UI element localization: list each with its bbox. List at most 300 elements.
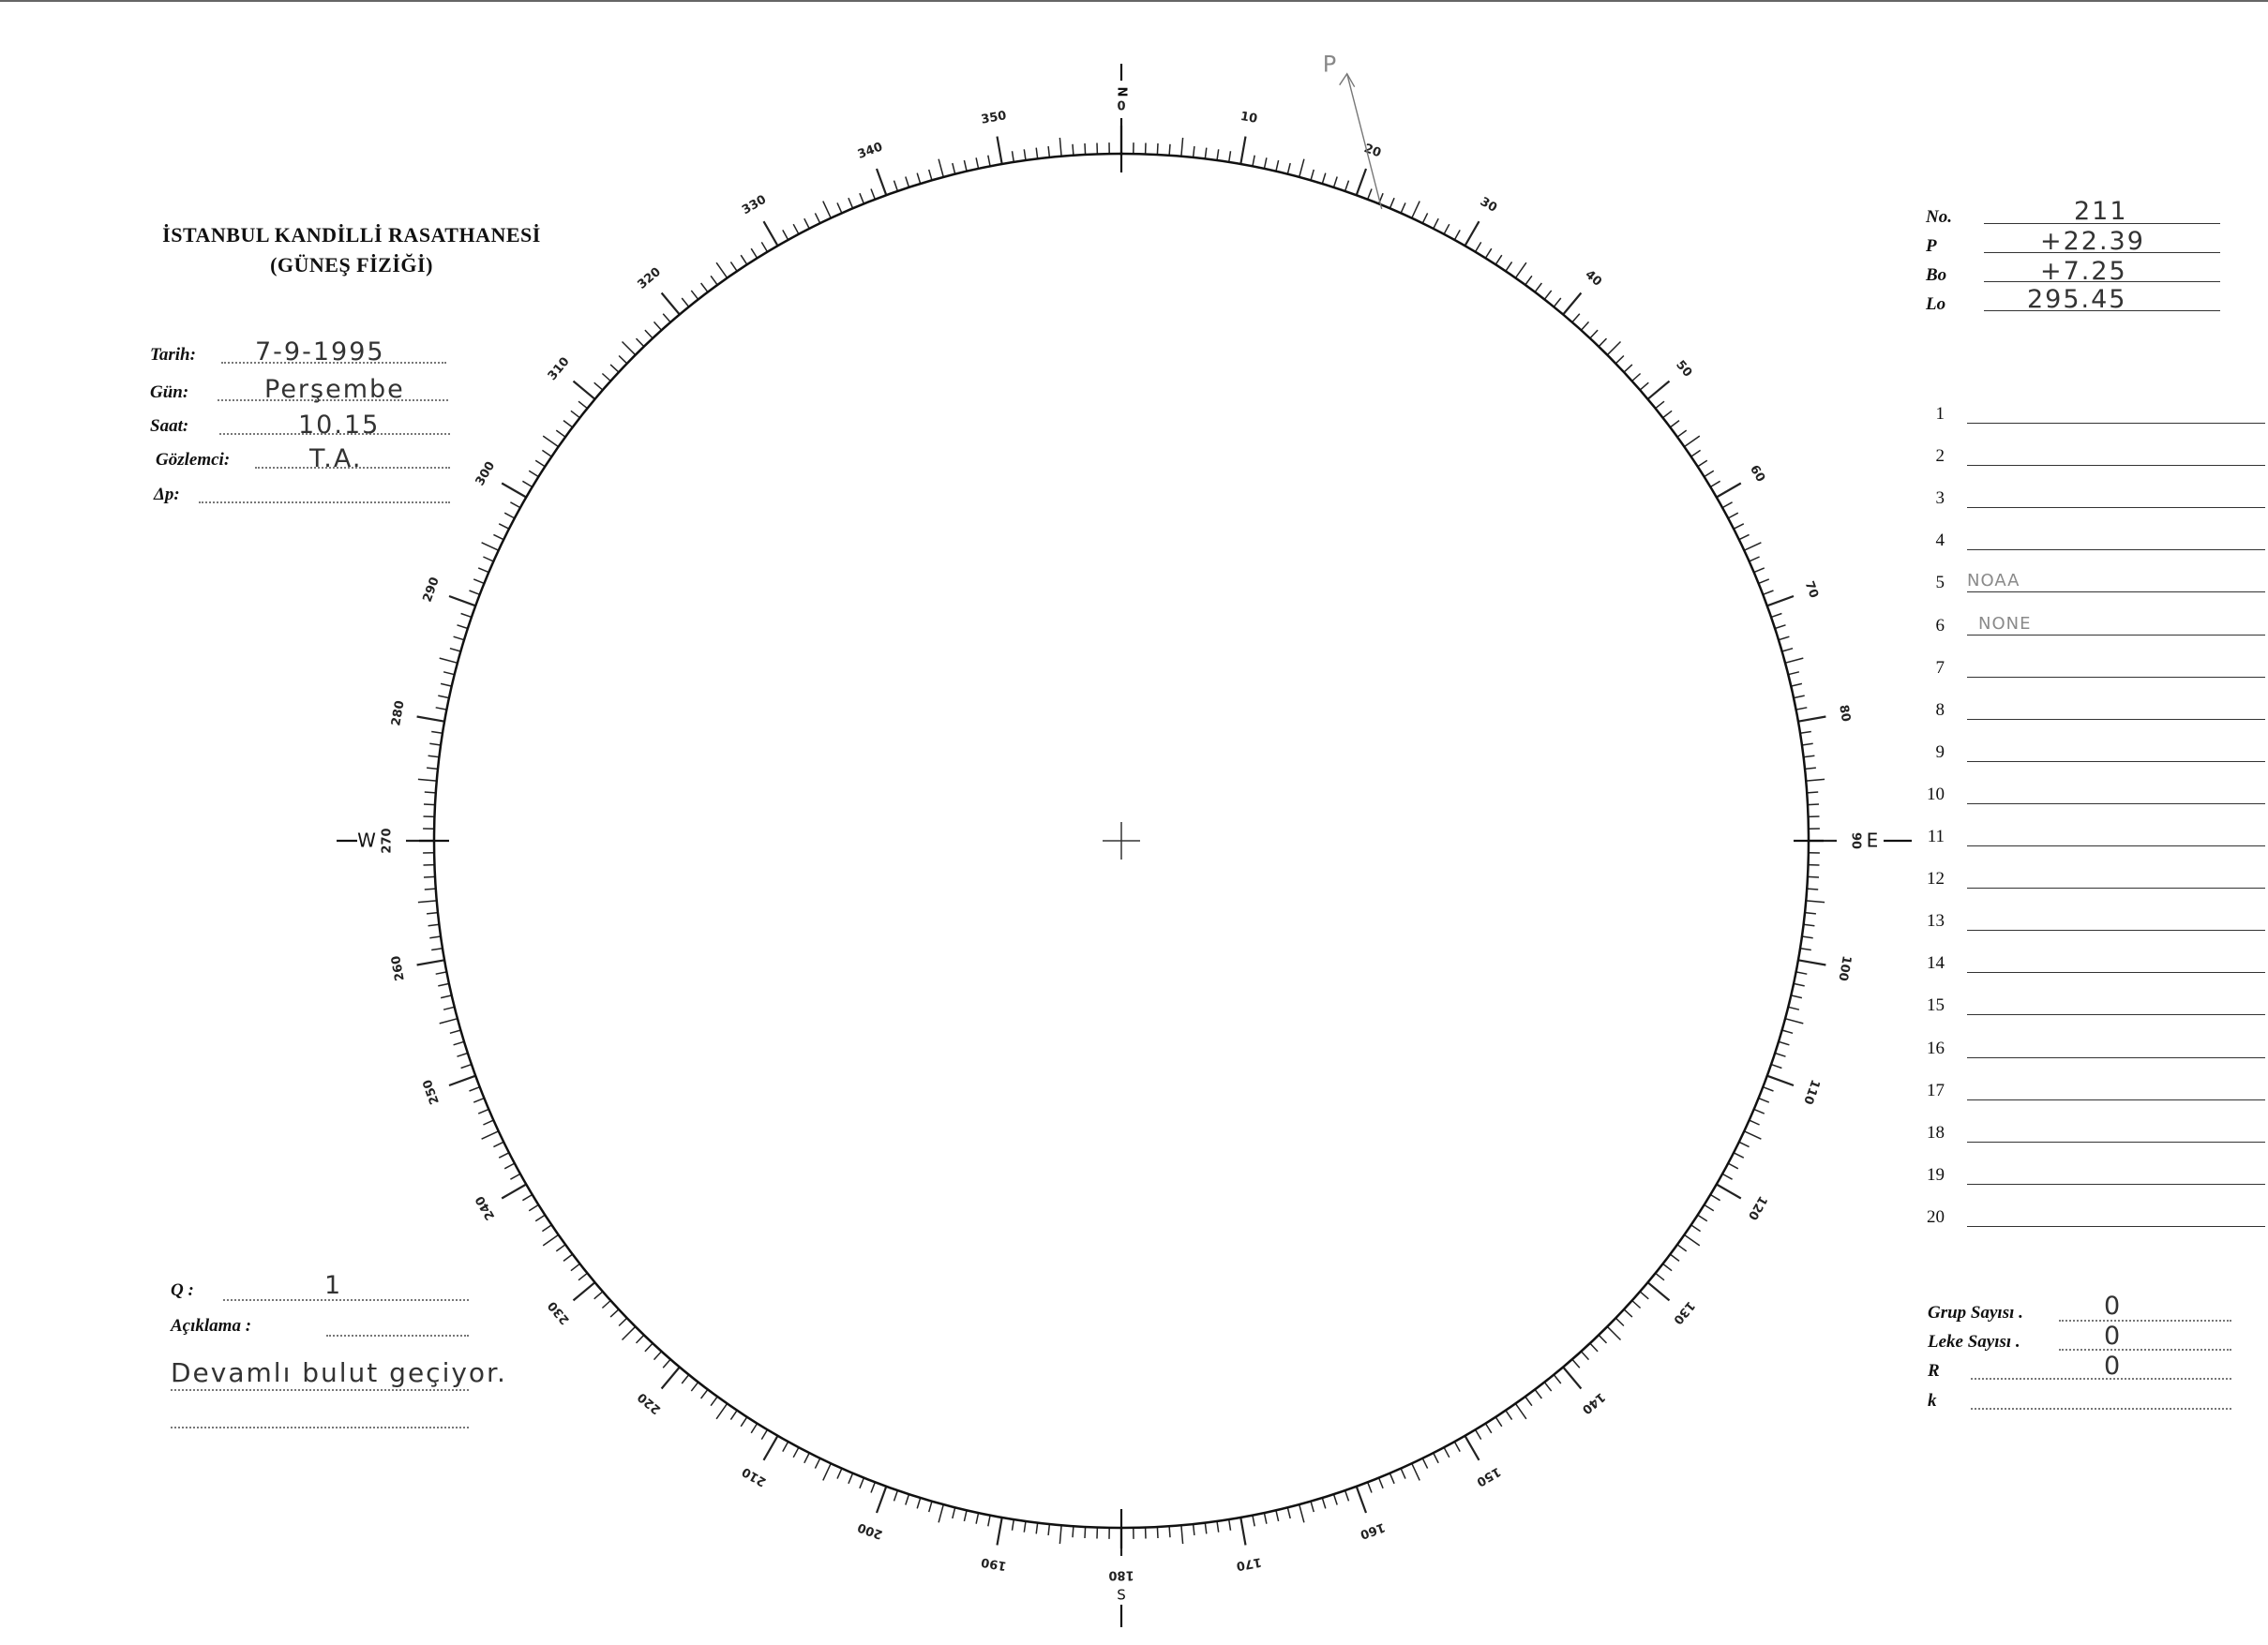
- degree-tick: [522, 481, 532, 486]
- degree-label: 30: [1477, 194, 1500, 216]
- degree-label: 270: [380, 828, 395, 854]
- degree-tick: [431, 732, 443, 734]
- pole-label: P: [1322, 51, 1337, 78]
- degree-label: 220: [635, 1389, 664, 1417]
- degree-tick: [1754, 568, 1765, 573]
- degree-tick: [1205, 148, 1207, 159]
- degree-tick: [1181, 1525, 1183, 1544]
- degree-tick: [1648, 381, 1670, 399]
- degree-tick: [1013, 1519, 1014, 1531]
- degree-tick: [1804, 755, 1815, 757]
- degree-tick: [1771, 614, 1781, 618]
- degree-tick: [691, 1383, 698, 1392]
- degree-tick: [418, 901, 437, 903]
- degree-tick: [602, 1301, 610, 1309]
- degree-tick: [1217, 149, 1219, 160]
- degree-tick: [1485, 1424, 1491, 1433]
- degree-tick: [1253, 1516, 1254, 1527]
- degree-tick: [663, 314, 670, 322]
- degree-tick: [1036, 1523, 1038, 1534]
- degree-tick: [1422, 1458, 1427, 1469]
- degree-tick: [493, 534, 503, 539]
- degree-label: 320: [635, 264, 664, 292]
- degree-tick: [427, 913, 438, 914]
- degree-tick: [1691, 450, 1701, 456]
- degree-tick: [761, 242, 767, 251]
- degree-tick: [1554, 1375, 1561, 1383]
- spot-row-number: 18: [1927, 1122, 1945, 1143]
- degree-tick: [663, 1359, 670, 1368]
- degree-tick: [1334, 1494, 1338, 1504]
- degree-tick: [1710, 1195, 1720, 1201]
- degree-tick: [645, 1343, 653, 1352]
- degree-tick: [1739, 1142, 1750, 1146]
- grup-sayisi-value: 0: [2104, 1292, 2123, 1321]
- degree-tick: [1775, 1054, 1785, 1057]
- degree-tick: [425, 792, 436, 793]
- degree-tick: [953, 163, 955, 174]
- degree-tick: [1759, 579, 1769, 584]
- degree-label: 110: [1800, 1077, 1823, 1107]
- no-value: 211: [2074, 197, 2128, 226]
- degree-tick: [871, 1482, 875, 1492]
- degree-tick: [1554, 298, 1561, 307]
- degree-tick: [1454, 230, 1460, 240]
- degree-tick: [1763, 591, 1773, 594]
- degree-tick: [1632, 374, 1641, 381]
- degree-tick: [441, 995, 452, 998]
- degree-tick: [1299, 159, 1304, 177]
- degree-tick: [1607, 342, 1620, 355]
- degree-tick: [1465, 221, 1479, 246]
- institution-title: İSTANBUL KANDİLLİ RASATHANESİ: [162, 223, 541, 247]
- compass-axes: [337, 64, 1912, 1627]
- degree-tick: [1648, 1282, 1670, 1300]
- degree-tick: [1476, 1429, 1481, 1439]
- spot-row-number: 7: [1935, 657, 1945, 678]
- spot-row-number: 13: [1927, 911, 1945, 932]
- degree-tick: [1073, 1526, 1074, 1537]
- degree-tick: [1785, 658, 1803, 663]
- degree-tick: [953, 1507, 955, 1518]
- degree-tick: [563, 1254, 573, 1261]
- degree-tick: [1024, 149, 1026, 160]
- degree-tick: [1782, 1030, 1794, 1033]
- degree-tick: [542, 1225, 551, 1232]
- degree-tick: [571, 1264, 580, 1270]
- degree-tick: [623, 342, 636, 355]
- degree-tick: [1357, 1487, 1366, 1513]
- degree-tick: [1073, 144, 1074, 156]
- degree-tick: [1722, 1174, 1733, 1179]
- degree-tick: [417, 717, 445, 722]
- pole-arrow: [1323, 52, 1382, 209]
- degree-tick: [1506, 1411, 1512, 1420]
- degree-tick: [1169, 144, 1170, 156]
- degree-tick: [823, 202, 831, 218]
- degree-tick: [823, 1463, 831, 1480]
- degree-tick: [1036, 148, 1038, 159]
- degree-tick: [741, 255, 747, 264]
- degree-tick: [454, 636, 464, 640]
- degree-tick: [1794, 983, 1805, 986]
- degree-tick: [1640, 1292, 1648, 1299]
- spot-row-number: 1: [1935, 404, 1945, 424]
- spot-row-number: 2: [1935, 446, 1945, 467]
- degree-tick: [1379, 1478, 1384, 1488]
- degree-tick: [1264, 1513, 1267, 1524]
- spot-row-number: 5: [1935, 573, 1945, 593]
- degree-tick: [1771, 1065, 1781, 1069]
- degree-tick: [1615, 1318, 1624, 1325]
- degree-tick: [1656, 401, 1664, 409]
- degree-tick: [441, 683, 452, 686]
- gun-value: Perşembe: [264, 375, 405, 404]
- spot-row-number: 12: [1927, 869, 1945, 890]
- degree-tick: [1767, 1076, 1794, 1085]
- degree-label: 120: [1744, 1192, 1770, 1223]
- degree-tick: [443, 1007, 455, 1009]
- degree-label: 190: [980, 1554, 1008, 1573]
- degree-tick: [711, 276, 717, 285]
- degree-tick: [1535, 1389, 1541, 1398]
- grup-sayisi-label: Grup Sayısı .: [1928, 1303, 2023, 1323]
- degree-tick: [1157, 143, 1158, 155]
- degree-tick: [1717, 484, 1741, 498]
- degree-tick: [1412, 202, 1419, 218]
- degree-tick: [793, 1447, 799, 1458]
- degree-label: 100: [1835, 954, 1854, 982]
- degree-tick: [522, 1195, 532, 1201]
- degree-tick: [542, 450, 551, 456]
- degree-tick: [1582, 1352, 1589, 1360]
- degree-tick: [1525, 1397, 1532, 1406]
- degree-tick: [1767, 596, 1794, 606]
- degree-label: 40: [1582, 267, 1605, 290]
- degree-tick: [1059, 138, 1061, 157]
- degree-tick: [1476, 242, 1481, 251]
- degree-tick: [1759, 1099, 1769, 1103]
- degree-tick: [1670, 421, 1679, 427]
- degree-tick: [1572, 314, 1580, 322]
- p-value: +22.39: [2040, 227, 2145, 256]
- degree-tick: [499, 1153, 509, 1158]
- degree-tick: [1739, 534, 1750, 539]
- degree-tick: [602, 374, 610, 381]
- gun-label: Gün:: [150, 382, 189, 402]
- degree-label: 170: [1235, 1554, 1263, 1573]
- degree-tick: [1805, 913, 1816, 914]
- degree-tick: [556, 430, 565, 437]
- degree-tick: [1368, 189, 1372, 200]
- spot-row-number: 14: [1927, 953, 1945, 974]
- degree-label: 50: [1673, 357, 1695, 381]
- degree-tick: [1750, 1120, 1760, 1125]
- degree-tick: [470, 1087, 480, 1091]
- degree-tick: [764, 221, 778, 246]
- degree-tick: [730, 262, 737, 271]
- degree-tick: [860, 1478, 864, 1488]
- degree-tick: [417, 960, 445, 965]
- saat-value: 10.15: [298, 411, 381, 440]
- degree-tick: [849, 1473, 853, 1484]
- degree-tick: [783, 230, 789, 240]
- degree-tick: [751, 248, 757, 258]
- degree-tick: [510, 502, 520, 508]
- degree-tick: [594, 382, 603, 390]
- degree-tick: [493, 1142, 503, 1146]
- degree-tick: [1024, 1521, 1026, 1533]
- degree-tick: [1782, 649, 1794, 651]
- degree-tick: [1750, 557, 1760, 561]
- degree-label: 250: [420, 1077, 443, 1107]
- degree-tick: [436, 708, 447, 710]
- degree-label: 310: [545, 354, 573, 383]
- degree-tick: [1807, 889, 1818, 890]
- degree-tick: [1169, 1526, 1170, 1537]
- gozlemci-label: Gözlemci:: [156, 450, 231, 470]
- degree-tick: [1572, 1359, 1580, 1368]
- degree-tick: [998, 137, 1002, 165]
- degree-tick: [431, 949, 443, 950]
- q-value: 1: [324, 1271, 343, 1300]
- degree-tick: [440, 1019, 458, 1024]
- degree-tick: [478, 568, 488, 573]
- degree-tick: [429, 743, 441, 745]
- degree-tick: [849, 198, 853, 208]
- delta-p-label: Δp:: [154, 485, 180, 504]
- degree-tick: [1788, 672, 1799, 675]
- degree-tick: [482, 1131, 499, 1139]
- degree-tick: [1357, 169, 1366, 195]
- degree-tick: [502, 1185, 526, 1199]
- degree-tick: [483, 557, 493, 561]
- spot-row-number: 3: [1935, 488, 1945, 509]
- degree-label: 90: [1848, 831, 1863, 850]
- degree-tick: [1085, 1527, 1086, 1538]
- degree-tick: [1465, 1436, 1479, 1460]
- degree-tick: [1624, 365, 1632, 372]
- spot-row-value: NONE: [1978, 613, 2032, 634]
- leke-sayisi-label: Leke Sayısı .: [1928, 1332, 2020, 1352]
- degree-tick: [449, 1076, 475, 1085]
- degree-tick: [1322, 1498, 1326, 1508]
- degree-tick: [815, 213, 819, 223]
- degree-label: 10: [1239, 109, 1259, 127]
- degree-label: 330: [739, 192, 770, 218]
- degree-tick: [1734, 524, 1744, 529]
- degree-tick: [716, 1403, 728, 1418]
- degree-tick: [1412, 1463, 1419, 1480]
- spot-row-number: 19: [1927, 1164, 1945, 1185]
- degree-label: 180: [1108, 1567, 1134, 1582]
- degree-label: 290: [420, 575, 443, 605]
- degree-label: 60: [1747, 462, 1768, 486]
- degree-tick: [1544, 1383, 1551, 1392]
- lo-value: 295.45: [2027, 285, 2127, 314]
- degree-tick: [1615, 356, 1624, 364]
- degree-tick: [1495, 255, 1502, 264]
- degree-tick: [623, 1326, 636, 1339]
- degree-tick: [543, 436, 558, 447]
- degree-tick: [1754, 1109, 1765, 1114]
- degree-tick: [764, 1436, 778, 1460]
- bo-value: +7.25: [2040, 257, 2127, 286]
- degree-tick: [428, 755, 440, 757]
- spot-row-number: 20: [1927, 1206, 1945, 1227]
- degree-tick: [1656, 1273, 1664, 1280]
- degree-tick: [1717, 1185, 1741, 1199]
- degree-tick: [929, 170, 932, 181]
- degree-tick: [610, 365, 619, 372]
- degree-tick: [461, 1065, 472, 1069]
- degree-tick: [1802, 936, 1813, 938]
- aciklama-text: Devamlı bulut geçiyor.: [171, 1357, 507, 1388]
- degree-tick: [691, 291, 698, 300]
- degree-label: 240: [473, 1192, 499, 1223]
- degree-tick: [1515, 1403, 1526, 1418]
- spot-row-number: 6: [1935, 615, 1945, 636]
- q-label: Q :: [171, 1280, 194, 1300]
- spot-row-number: 16: [1927, 1038, 1945, 1058]
- degree-tick: [1229, 1519, 1231, 1531]
- degree-tick: [1240, 1518, 1245, 1546]
- degree-tick: [976, 1513, 979, 1524]
- degree-tick: [1800, 949, 1811, 950]
- degree-tick: [1698, 460, 1707, 467]
- degree-tick: [574, 1282, 595, 1300]
- degree-tick: [1744, 1131, 1761, 1139]
- degree-tick: [654, 1352, 662, 1360]
- degree-tick: [988, 156, 990, 167]
- degree-tick: [1734, 1153, 1744, 1158]
- spot-row-number: 10: [1927, 784, 1945, 804]
- degree-tick: [1806, 901, 1825, 903]
- degree-label: 130: [1670, 1298, 1698, 1327]
- degree-tick: [1264, 157, 1267, 169]
- degree-tick: [877, 1487, 886, 1513]
- degree-tick: [1794, 695, 1805, 698]
- degree-tick: [716, 262, 728, 277]
- degree-tick: [1253, 156, 1254, 167]
- degree-tick: [1599, 338, 1606, 347]
- saat-label: Saat:: [150, 416, 189, 436]
- k-label: k: [1928, 1391, 1937, 1411]
- degree-tick: [1287, 163, 1290, 174]
- degree-tick: [1640, 382, 1648, 390]
- degree-tick: [761, 1429, 767, 1439]
- degree-tick: [1684, 1234, 1699, 1246]
- degree-tick: [1059, 1525, 1061, 1544]
- degree-tick: [682, 298, 689, 307]
- degree-label: 0: [1117, 99, 1126, 114]
- degree-tick: [682, 1375, 689, 1383]
- degree-tick: [1785, 1019, 1803, 1024]
- degree-tick: [1563, 293, 1581, 315]
- degree-tick: [440, 658, 458, 663]
- degree-tick: [1389, 198, 1394, 208]
- degree-tick: [449, 596, 475, 606]
- degree-tick: [1525, 276, 1532, 285]
- degree-tick: [976, 157, 979, 169]
- degree-tick: [1181, 138, 1183, 157]
- degree-tick: [1229, 151, 1231, 162]
- degree-tick: [1205, 1523, 1207, 1534]
- degree-tick: [662, 1368, 680, 1389]
- spot-row-number: 4: [1935, 531, 1945, 551]
- degree-tick: [1287, 1507, 1290, 1518]
- degree-tick: [894, 1490, 898, 1501]
- degree-tick: [619, 1318, 627, 1325]
- degree-tick: [1495, 1417, 1502, 1427]
- gozlemci-value: T.A.: [309, 444, 363, 473]
- aciklama-label: Açıklama :: [171, 1316, 252, 1336]
- spot-row-number: 17: [1927, 1080, 1945, 1100]
- degree-tick: [662, 293, 680, 315]
- degree-tick: [1599, 1335, 1606, 1343]
- degree-tick: [619, 356, 627, 364]
- degree-tick: [837, 202, 842, 213]
- degree-tick: [443, 672, 455, 675]
- degree-label: 300: [473, 458, 499, 489]
- degree-tick: [1454, 1442, 1460, 1452]
- degree-tick: [1299, 1504, 1304, 1522]
- degree-tick: [1802, 743, 1813, 745]
- degree-tick: [654, 322, 662, 330]
- degree-tick: [711, 1397, 717, 1406]
- degree-tick: [701, 1389, 708, 1398]
- degree-label: 20: [1361, 142, 1383, 161]
- degree-tick: [1624, 1309, 1632, 1317]
- degree-tick: [436, 972, 447, 974]
- degree-tick: [1808, 804, 1819, 805]
- degree-tick: [1632, 1301, 1641, 1309]
- degree-tick: [1311, 170, 1314, 181]
- degree-tick: [877, 169, 886, 195]
- degree-tick: [1563, 1368, 1581, 1389]
- degree-tick: [964, 160, 967, 172]
- degree-tick: [556, 1245, 565, 1251]
- degree-tick: [1401, 202, 1405, 213]
- degree-tick: [1389, 1473, 1394, 1484]
- degree-tick: [502, 484, 526, 498]
- degree-tick: [1217, 1521, 1219, 1533]
- degree-tick: [939, 1504, 943, 1522]
- north-label: N: [1114, 86, 1129, 97]
- degree-tick: [1334, 177, 1338, 187]
- degree-tick: [1582, 322, 1589, 330]
- degree-tick: [906, 177, 909, 187]
- degree-tick: [783, 1442, 789, 1452]
- degree-tick: [1805, 768, 1816, 769]
- degree-tick: [1779, 636, 1789, 640]
- degree-tick: [906, 1494, 909, 1504]
- degree-tick: [1345, 1490, 1349, 1501]
- degree-tick: [458, 1054, 468, 1057]
- degree-tick: [424, 804, 435, 805]
- degree-tick: [1728, 1163, 1738, 1169]
- degree-tick: [701, 283, 708, 292]
- degree-label: 280: [389, 699, 408, 727]
- degree-tick: [1311, 1502, 1314, 1513]
- degree-tick: [1276, 1510, 1279, 1521]
- degree-tick: [1796, 708, 1808, 710]
- pole-arrow-shaft: [1347, 74, 1382, 209]
- degree-tick: [1798, 717, 1826, 722]
- degree-tick: [1710, 481, 1720, 486]
- degree-tick: [1806, 779, 1825, 781]
- degree-tick: [578, 401, 587, 409]
